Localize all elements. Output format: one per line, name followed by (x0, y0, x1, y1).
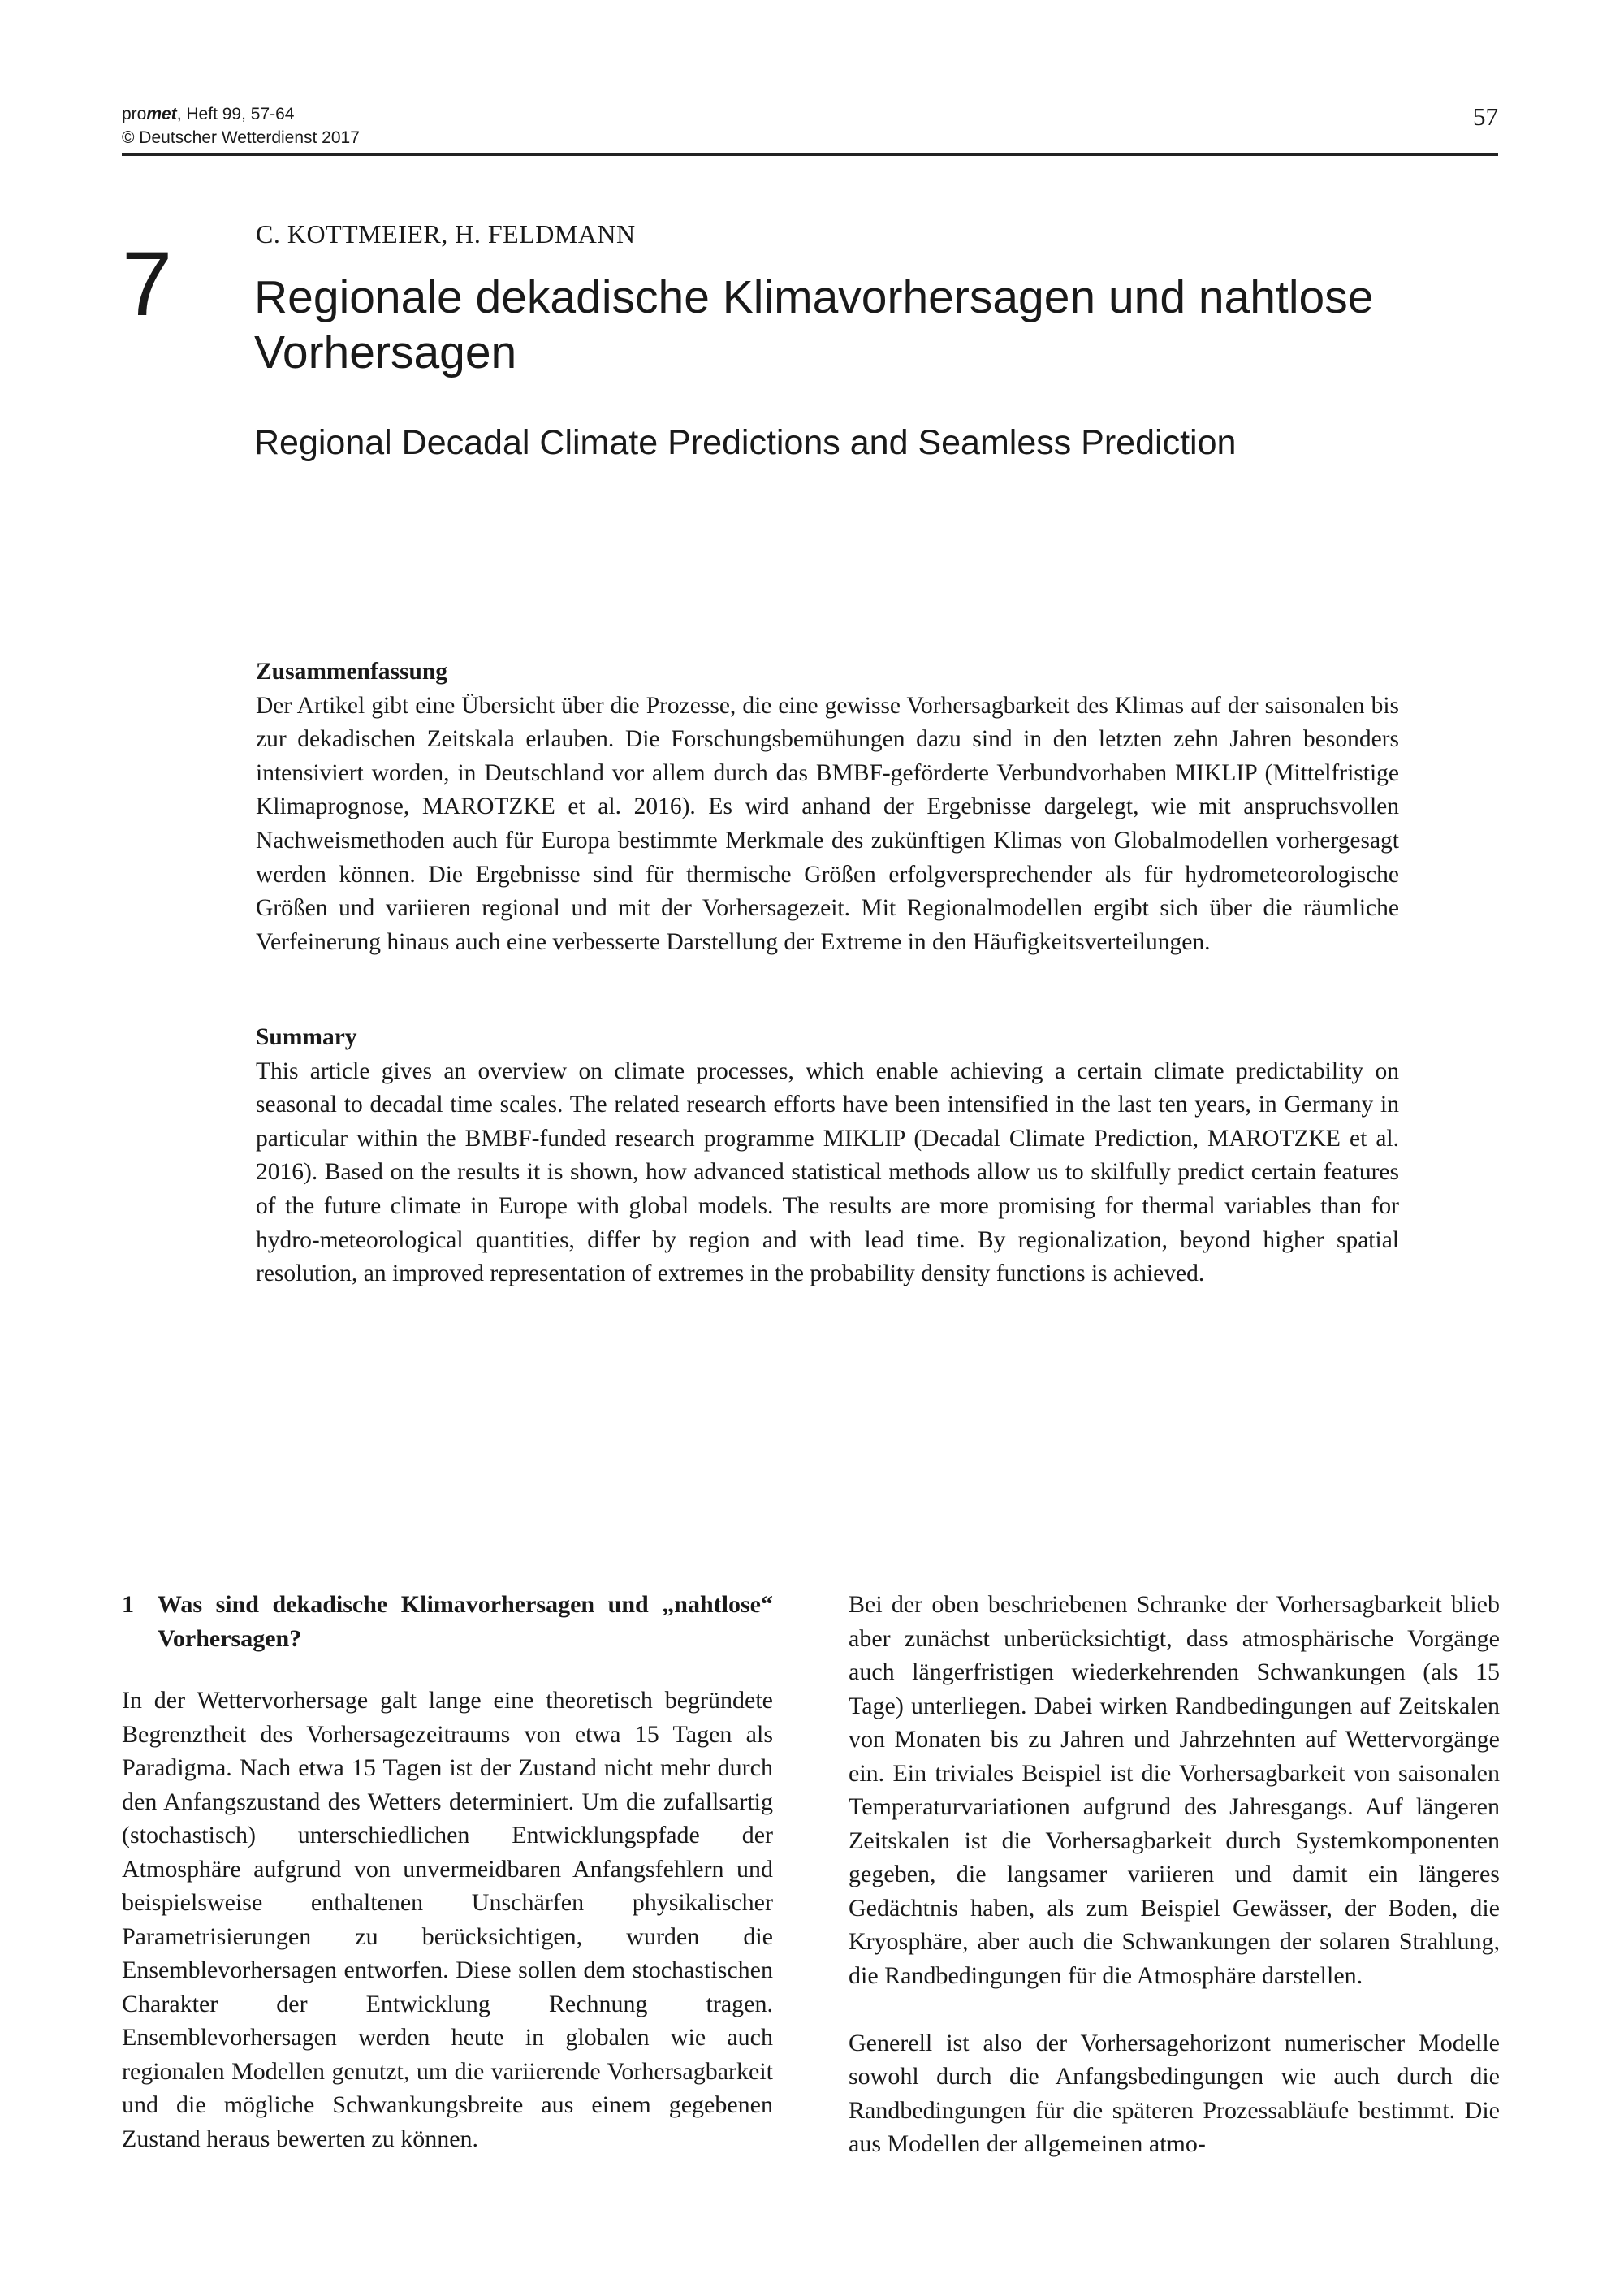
abstract-german-heading: Zusammenfassung (256, 659, 448, 685)
section-number: 1 (122, 1591, 134, 1618)
chapter-number: 7 (122, 233, 173, 335)
body-paragraph: Bei der oben beschriebenen Schranke der Vorhersagbarkeit blieb aber zunächst unberücksichtigt, dass atmosphärische Vorgänge auch längerfristigen wiederkehrenden Schwankungen (als 15 Tage) unterliegen. Dabei wirken Randbedingungen auf Zeitskalen von Monaten bis zu Jahren und Jahrzehnten auf Wettervorgänge ein. Ein triviales Beispiel ist die Vorhersagbarkeit von saisonalen Temperaturvariationen aufgrund des Jahresgangs. Auf längeren Zeitskalen ist die Vorhersagbarkeit durch Systemkomponenten gegeben, die langsamer variieren und damit ein längeres Gedächtnis haben, als zum Beispiel Gewässer, der Boden, die Kryosphäre, aber auch die Schwankungen der solaren Strahlung, die Randbedingungen für die Atmosphäre darstellen. (849, 1591, 1500, 1989)
journal-prefix: pro (122, 105, 147, 123)
article-authors: C. KOTTMEIER, H. FELDMANN (256, 219, 636, 249)
body-column-right (849, 1588, 1500, 2161)
abstract-english-heading: Summary (256, 1024, 357, 1050)
copyright-line: © Deutscher Wetterdienst 2017 (122, 128, 360, 147)
section-title: Was sind dekadische Klimavorhersagen und „nahtlose“ Vorhersagen? (158, 1591, 773, 1652)
running-header (122, 102, 360, 149)
journal-issue: , Heft 99, 57-64 (176, 105, 295, 123)
abstract-german (256, 655, 1399, 959)
abstract-german-text: Der Artikel gibt eine Übersicht über die Prozesse, die eine gewisse Vorhersagbarkeit des Klimas auf der saisonalen bis zur dekadischen Zeitskala erlauben. Die Forschungsbemühungen dazu sind in den letzten zehn Jahren besonders intensiviert worden, in Deutschland vor allem durch das BMBF-geförderte Verbundvorhaben MIKLIP (Mittelfristige Klimaprognose, MAROTZKE et al. 2016). Es wird anhand der Ergebnisse dargelegt, wie mit anspruchsvollen Nachweismethoden auch für Europa bestimmte Merkmale des zukünftigen Klimas von Globalmodellen vorhergesagt werden können. Die Ergebnisse sind für thermische Größen erfolgversprechender als für hydrometeorologische Größen und variieren regional und mit der Vorhersagezeit. Mit Regionalmodellen ergibt sich über die räumliche Verfeinerung hinaus auch eine verbesserte Darstellung der Extreme in den Häufigkeitsverteilungen. (256, 692, 1399, 955)
journal-bold: met (146, 105, 177, 123)
abstract-english-text: This article gives an overview on climate processes, which enable achieving a certain climate predictability on seasonal to decadal time scales. The related research efforts have been intensified in the last ten years, in Germany in particular within the BMBF-funded research programme MIKLIP (Decadal Climate Prediction, MAROTZKE et al. 2016). Based on the results it is shown, how advanced statistical methods allow us to skilfully predict certain features of the future climate in Europe with global models. The results are more promising for thermal variables than for hydro-meteorological quantities, differ by region and with lead time. By regionalization, beyond higher spatial resolution, an improved representation of extremes in the probability density functions is achieved. (256, 1057, 1399, 1287)
body-paragraph: In der Wettervorhersage galt lange eine theoretisch begründete Begrenztheit des Vorhersagezeitraums von etwa 15 Tagen als Paradigma. Nach etwa 15 Tagen ist der Zustand nicht mehr durch den Anfangszustand des Wetters determiniert. Um die zufallsartig (stochastisch) unterschiedlichen Entwicklungspfade der Atmosphäre aufgrund von unvermeidbaren Anfangsfehlern und beispielsweise enthaltenen Unschärfen physikalischer Parametrisierungen zu berücksichtigen, wurden die Ensemblevorhersagen entworfen. Diese sollen dem stochastischen Charakter der Entwicklung Rechnung tragen. Ensemblevorhersagen werden heute in globalen wie auch regionalen Modellen genutzt, um die variierende Vorhersagbarkeit und die mögliche Schwankungsbreite aus einem gegebenen Zustand heraus bewerten zu können. (122, 1687, 773, 2152)
paragraph-spacer (849, 1992, 1500, 2026)
header-divider (122, 153, 1498, 156)
page-number: 57 (1473, 102, 1498, 131)
journal-citation (122, 102, 360, 126)
abstract-english (256, 1021, 1399, 1291)
article-title-german: Regionale dekadische Klimavorhersagen und nahtlose Vorhersagen (254, 271, 1374, 378)
body-column-left (122, 1588, 773, 2155)
body-paragraph: Generell ist also der Vorhersagehorizont numerischer Modelle sowohl durch die Anfangsbedingungen wie auch durch die Randbedingungen für die späteren Prozessabläufe bestimmt. Die aus Modellen der allgemeinen atmo- (849, 2029, 1500, 2157)
section-heading (122, 1588, 773, 1655)
article-title-english: Regional Decadal Climate Predictions and Seamless Prediction (254, 423, 1237, 462)
